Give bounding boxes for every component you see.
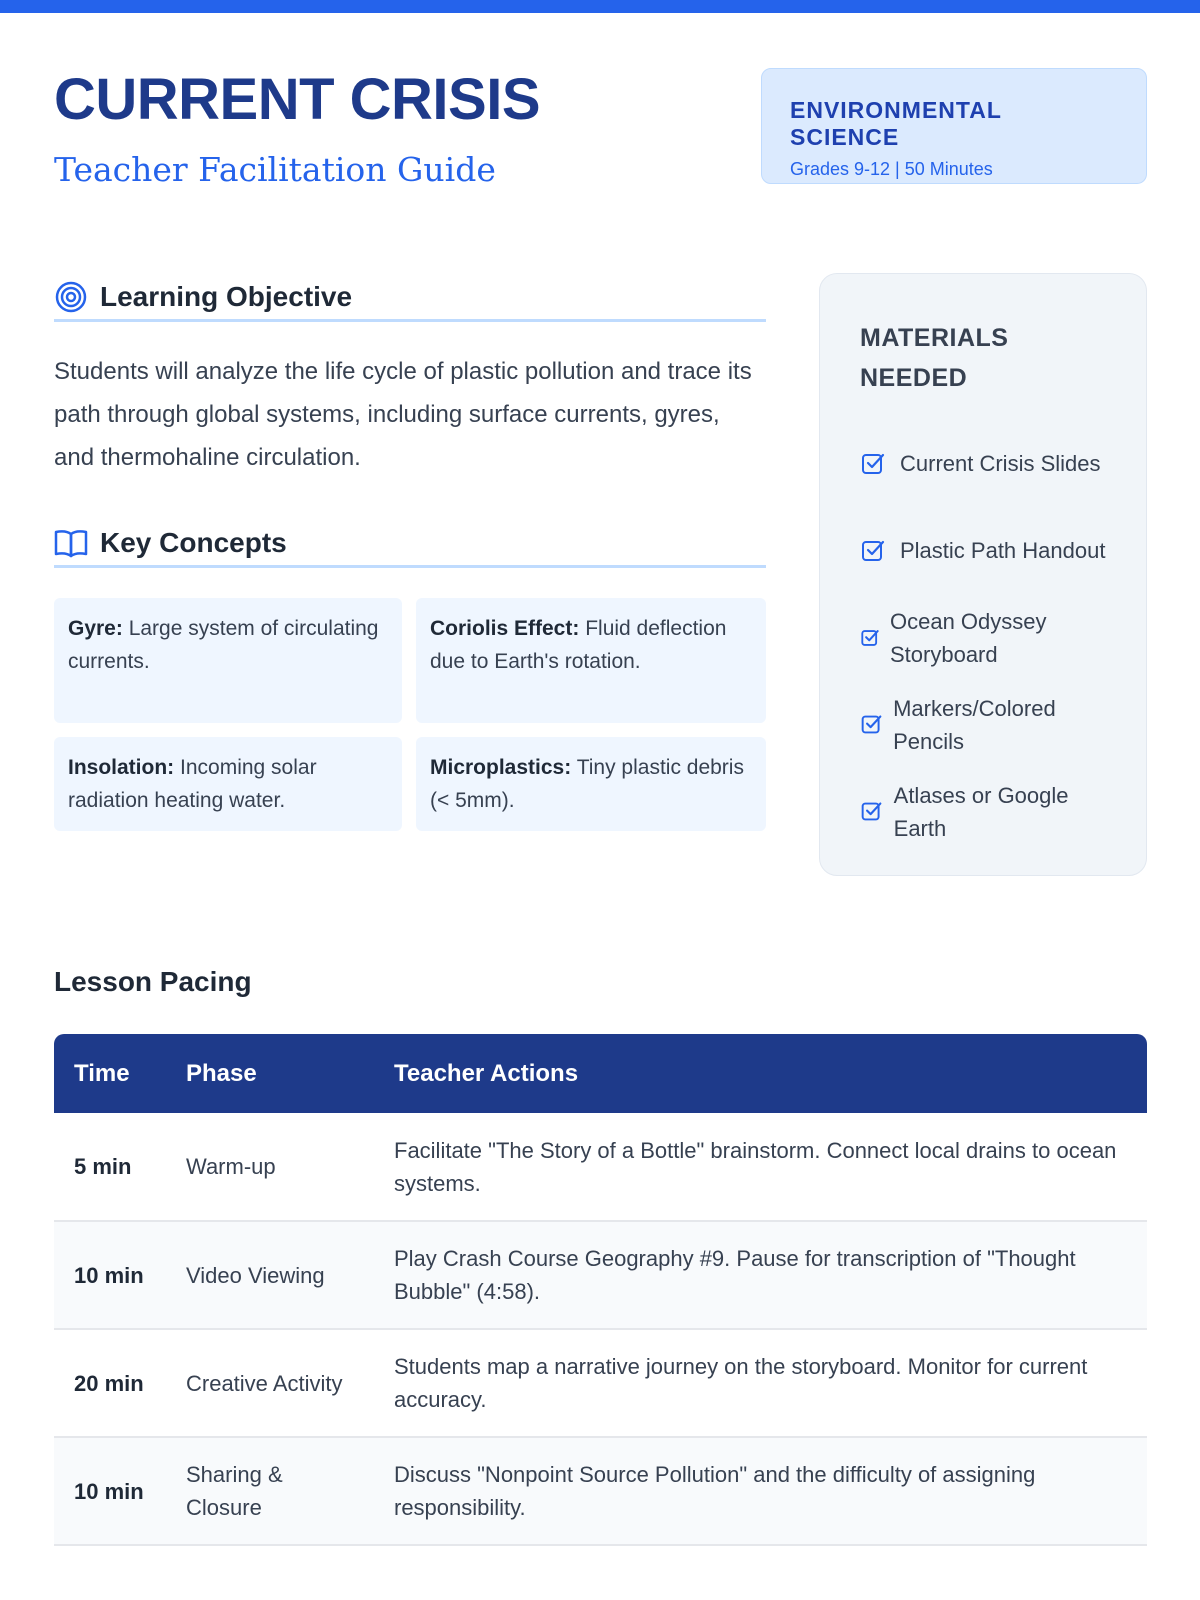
concept-definition: Tiny plastic debris (< 5mm). xyxy=(430,756,744,812)
page-title: CURRENT CRISIS xyxy=(54,67,541,132)
concept-term: Gyre: xyxy=(68,617,123,640)
row-actions: Facilitate "The Story of a Bottle" brainstorm. Connect local drains to ocean systems. xyxy=(374,1113,1147,1221)
subject-name: ENVIRONMENTAL SCIENCE xyxy=(790,97,1002,150)
table-header-row xyxy=(54,1034,1147,1113)
materials-list xyxy=(860,420,1106,855)
checkbox-icon xyxy=(860,538,890,564)
page-subtitle: Teacher Facilitation Guide xyxy=(54,150,496,189)
table-row xyxy=(54,1221,1147,1329)
row-phase: Sharing & Closure xyxy=(166,1437,374,1545)
checkbox-icon xyxy=(860,451,890,477)
row-actions: Discuss "Nonpoint Source Pollution" and the difficulty of assigning responsibility. xyxy=(374,1437,1147,1545)
material-item xyxy=(860,768,1106,855)
material-label: Ocean Odyssey Storyboard xyxy=(890,608,1047,667)
concept-definition: Large system of circulating currents. xyxy=(68,617,379,673)
concept-term: Insolation: xyxy=(68,756,175,779)
concept-term: Microplastics: xyxy=(430,756,572,779)
table-row xyxy=(54,1329,1147,1437)
concept-term: Coriolis Effect: xyxy=(430,617,580,640)
objective-text: Students will analyze the life cycle of plastic pollution and trace its path through global systems, including surface currents, gyres, and thermohaline circulation. xyxy=(54,358,752,471)
concept-definition: Incoming solar radiation heating water. xyxy=(68,756,317,812)
row-time: 10 min xyxy=(54,1437,166,1545)
row-time: 5 min xyxy=(54,1113,166,1221)
materials-title: MATERIALS NEEDED xyxy=(860,324,1009,392)
table-row xyxy=(54,1113,1147,1221)
row-phase: Creative Activity xyxy=(166,1329,374,1437)
concept-card xyxy=(54,737,402,831)
material-label: Current Crisis Slides xyxy=(900,451,1101,476)
concept-card xyxy=(416,737,766,831)
checkbox-icon xyxy=(860,713,883,736)
subject-badge xyxy=(761,68,1147,184)
objective-heading xyxy=(54,274,766,322)
top-accent-bar xyxy=(0,0,1200,13)
material-item xyxy=(860,507,1106,594)
row-actions: Play Crash Course Geography #9. Pause for transcription of "Thought Bubble" (4:58). xyxy=(374,1221,1147,1329)
material-label: Atlases or Google Earth xyxy=(893,782,1069,841)
subject-meta: Grades 9-12 | 50 Minutes xyxy=(790,159,993,179)
material-item xyxy=(860,594,1106,681)
checkbox-icon xyxy=(860,800,884,823)
material-item xyxy=(860,681,1106,768)
material-label: Markers/Colored Pencils xyxy=(893,695,1056,754)
material-label: Plastic Path Handout xyxy=(900,538,1106,563)
target-icon xyxy=(54,280,88,314)
book-icon xyxy=(54,526,88,560)
row-phase: Warm-up xyxy=(166,1113,374,1221)
row-phase: Video Viewing xyxy=(166,1221,374,1329)
table-row xyxy=(54,1437,1147,1545)
column-header-actions: Teacher Actions xyxy=(394,1059,579,1087)
row-time: 10 min xyxy=(54,1221,166,1329)
checkbox-icon xyxy=(860,628,880,648)
column-header-time: Time xyxy=(74,1059,130,1087)
objective-heading-label: Learning Objective xyxy=(100,280,353,312)
concept-card xyxy=(54,598,402,723)
concepts-heading-label: Key Concepts xyxy=(100,526,287,558)
column-header-phase: Phase xyxy=(186,1059,257,1087)
concept-definition: Fluid deflection due to Earth's rotation. xyxy=(430,617,727,673)
pacing-title: Lesson Pacing xyxy=(54,966,252,997)
concept-card xyxy=(416,598,766,723)
pacing-table xyxy=(54,1034,1147,1546)
materials-panel xyxy=(819,273,1147,876)
concepts-heading xyxy=(54,520,766,568)
row-time: 20 min xyxy=(54,1329,166,1437)
material-item xyxy=(860,420,1106,507)
row-actions: Students map a narrative journey on the storyboard. Monitor for current accuracy. xyxy=(374,1329,1147,1437)
